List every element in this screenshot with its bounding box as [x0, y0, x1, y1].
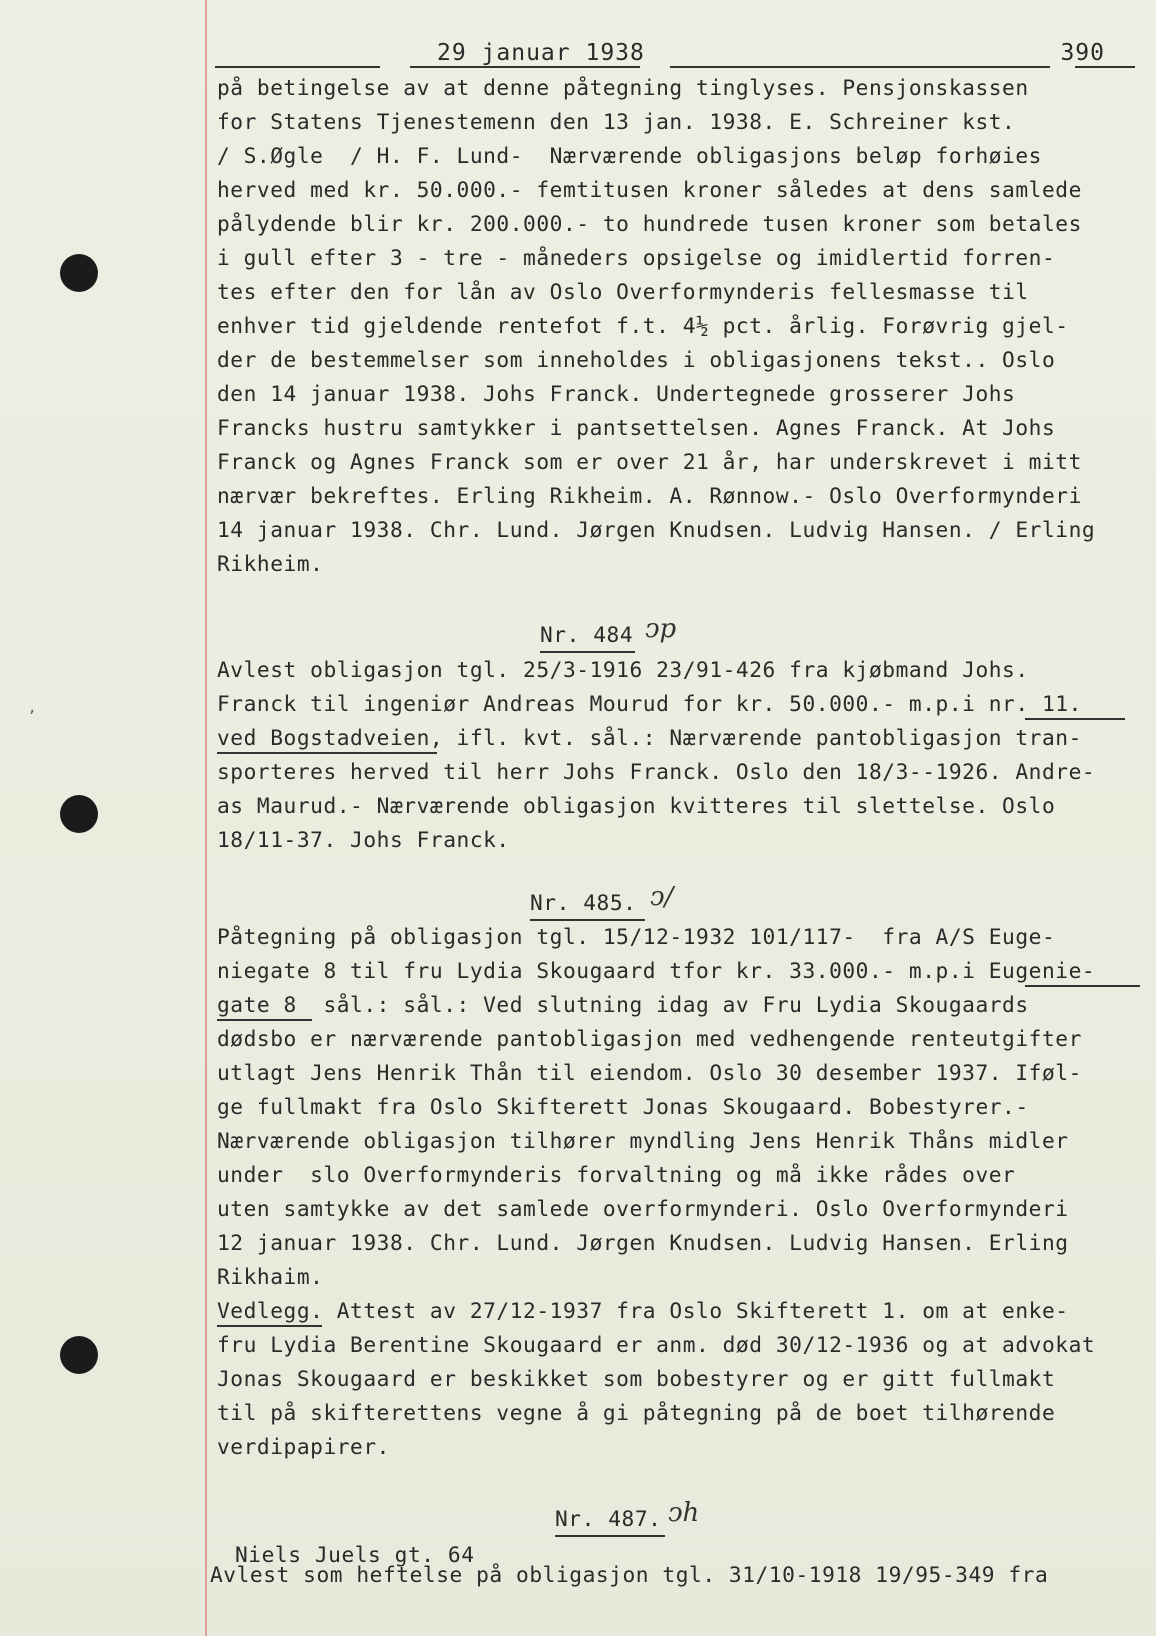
heading-underline [555, 1535, 665, 1537]
text-line: Avlest som heftelse på obligasjon tgl. 31/10-1918 19/95-349 fra [210, 1562, 1049, 1587]
header-date: 29 januar 1938 [437, 40, 645, 66]
entry-heading: Nr. 484 [540, 622, 634, 647]
text-line: for Statens Tjenestemenn den 13 jan. 1938. E. Schreiner kst. [217, 109, 1016, 134]
text-line: Jonas Skougaard er beskikket som bobestyrer og er gitt fullmakt [217, 1366, 1056, 1391]
text-line: Niels Juels gt. 64 [235, 1542, 475, 1567]
text-underline [217, 1019, 312, 1021]
text-line: herved med kr. 50.000.- femtitusen kroner således at dens samlede [217, 177, 1082, 202]
text-line: 18/11-37. Johs Franck. [217, 827, 510, 852]
text-line: til på skifterettens vegne å gi påtegning på de boet tilhørende [217, 1400, 1056, 1425]
text-line: 14 januar 1938. Chr. Lund. Jørgen Knudsen. Ludvig Hansen. / Erling [217, 517, 1096, 542]
text-line: dødsbo er nærværende pantobligasjon med vedhengende renteutgifter [217, 1026, 1082, 1051]
text-line: Nærværende obligasjon tilhører myndling Jens Henrik Thåns midler [217, 1128, 1069, 1153]
text-line: tes efter den for lån av Oslo Overformynderis fellesmasse til [217, 279, 1029, 304]
text-line: verdipapirer. [217, 1434, 390, 1459]
heading-underline [540, 651, 635, 653]
header-rule [1075, 66, 1135, 68]
punch-hole [60, 795, 98, 833]
text-line: der de bestemmelser som inneholdes i obligasjonens tekst.. Oslo [217, 347, 1056, 372]
text-line: niegate 8 til fru Lydia Skougaard tfor kr. 33.000.- m.p.i Eugenie- [217, 958, 1096, 983]
text-line: Påtegning på obligasjon tgl. 15/12-1932 101/117- fra A/S Euge- [217, 924, 1056, 949]
text-line: Avlest obligasjon tgl. 25/3-1916 23/91-426 fra kjøbmand Johs. [217, 657, 1029, 682]
text-line: Franck og Agnes Franck som er over 21 år, har underskrevet i mitt [217, 449, 1082, 474]
text-line: 12 januar 1938. Chr. Lund. Jørgen Knudsen. Ludvig Hansen. Erling [217, 1230, 1069, 1255]
text-line: sporteres herved til herr Johs Franck. Oslo den 18/3--1926. Andre- [217, 759, 1096, 784]
text-line: / S.Øgle / H. F. Lund- Nærværende obligasjons beløp forhøies [217, 143, 1042, 168]
handwritten-mark: ↄ/ [650, 882, 674, 912]
text-line: as Maurud.- Nærværende obligasjon kvitteres til slettelse. Oslo [217, 793, 1056, 818]
text-line: enhver tid gjeldende rentefot f.t. 4½ pct. årlig. Forøvrig gjel- [217, 313, 1069, 338]
text-line: på betingelse av at denne påtegning tinglyses. Pensjonskassen [217, 75, 1029, 100]
text-line: ved Bogstadveien, ifl. kvt. sål.: Nærværende pantobligasjon tran- [217, 725, 1082, 750]
text-line: fru Lydia Berentine Skougaard er anm. død 30/12-1936 og at advokat [217, 1332, 1096, 1357]
text-line: uten samtykke av det samlede overformynderi. Oslo Overformynderi [217, 1196, 1069, 1221]
handwritten-mark: ↄh [668, 1498, 700, 1528]
entry-heading: Nr. 485. [530, 890, 637, 915]
text-underline [1025, 985, 1140, 987]
margin-tick: , [28, 700, 37, 716]
text-line: i gull efter 3 - tre - måneders opsigelse og imidlertid forren- [217, 245, 1056, 270]
punch-hole [60, 1336, 98, 1374]
text-line: gate 8 sål.: sål.: Ved slutning idag av Fru Lydia Skougaards [217, 992, 1029, 1017]
text-line: pålydende blir kr. 200.000.- to hundrede tusen kroner som betales [217, 211, 1082, 236]
header-rule [410, 66, 640, 68]
header-rule [670, 66, 1050, 68]
header-rule [215, 66, 380, 68]
text-line: Vedlegg. Attest av 27/12-1937 fra Oslo Skifterett 1. om at enke- [217, 1298, 1069, 1323]
text-line: under slo Overformynderis forvaltning og må ikke rådes over [217, 1162, 1016, 1187]
entry-heading: Nr. 487. [555, 1506, 662, 1531]
text-line: den 14 januar 1938. Johs Franck. Undertegnede grosserer Johs [217, 381, 1016, 406]
page-header [215, 36, 1135, 68]
text-line: nærvær bekreftes. Erling Rikheim. A. Rønnow.- Oslo Overformynderi [217, 483, 1082, 508]
text-underline [217, 752, 437, 754]
text-line: Rikhaim. [217, 1264, 324, 1289]
text-line: ge fullmakt fra Oslo Skifterett Jonas Skougaard. Bobestyrer.- [217, 1094, 1029, 1119]
margin-rule [205, 0, 207, 1636]
text-line: Francks hustru samtykker i pantsettelsen. Agnes Franck. At Johs [217, 415, 1056, 440]
text-underline [217, 1325, 322, 1327]
heading-underline [530, 919, 645, 921]
handwritten-mark: ↄp [645, 614, 677, 644]
page-number: 390 [1060, 40, 1105, 66]
text-underline [1025, 718, 1125, 720]
punch-hole [60, 254, 98, 292]
text-line: utlagt Jens Henrik Thån til eiendom. Oslo 30 desember 1937. Iføl- [217, 1060, 1082, 1085]
text-line: Franck til ingeniør Andreas Mourud for kr. 50.000.- m.p.i nr. 11. [217, 691, 1082, 716]
text-line: Rikheim. [217, 551, 324, 576]
